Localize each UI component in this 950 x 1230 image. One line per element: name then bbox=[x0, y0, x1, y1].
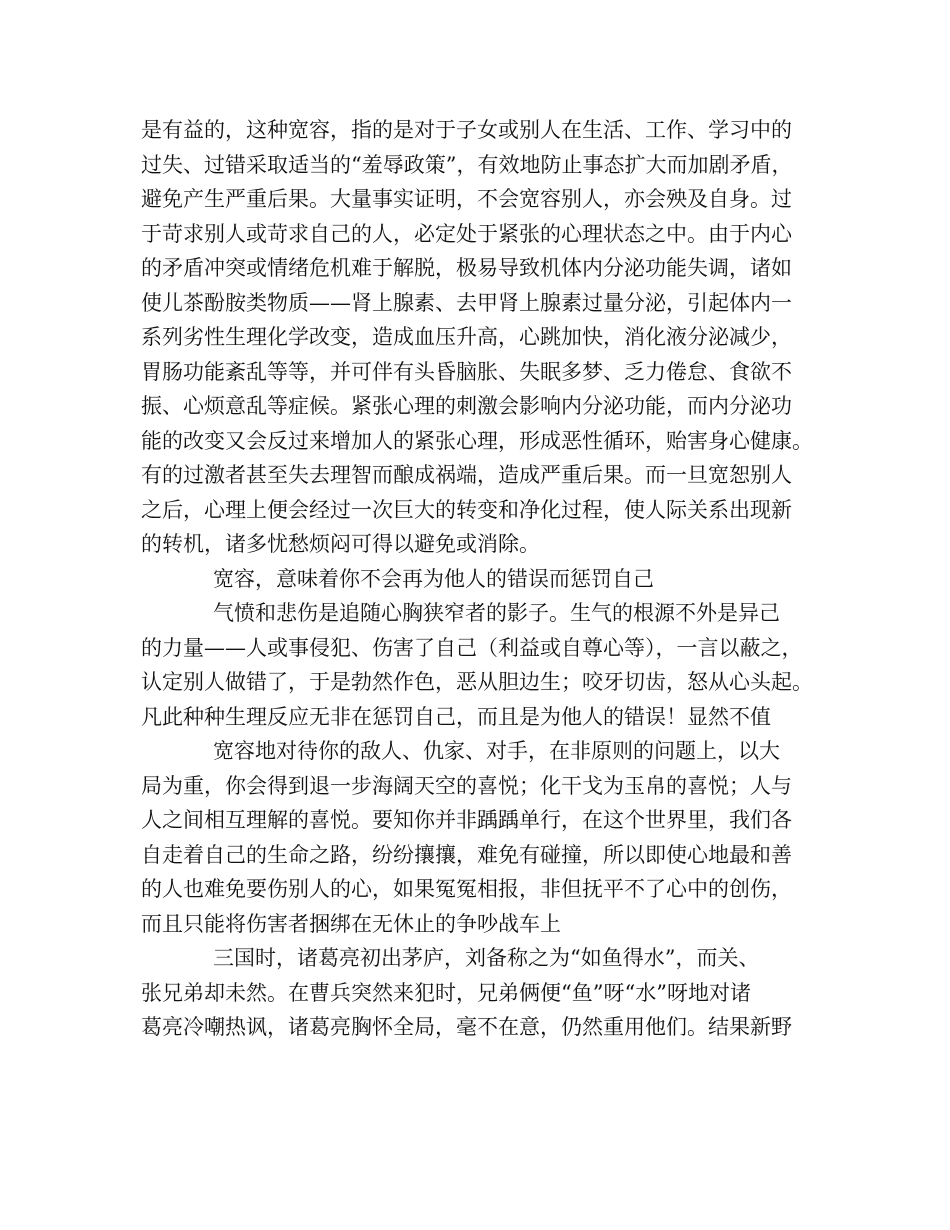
body-text bbox=[141, 113, 831, 1045]
text-line: 能的改变又会反过来增加人的紧张心理，形成恶性循环，贻害身心健康。 bbox=[141, 428, 813, 453]
paragraph-first-line: 宽容地对待你的敌人、仇家、对手，在非原则的问题上，以大 bbox=[213, 739, 780, 763]
text-line: 有的过激者甚至失去理智而酿成祸端，造成严重后果。而一旦宽恕别人 bbox=[141, 463, 792, 487]
text-line: 是有益的，这种宽容，指的是对于子女或别人在生活、工作、学习中的 bbox=[141, 118, 792, 142]
text-line: 张兄弟却未然。在曹兵突然来犯时，兄弟俩便“鱼”呀“水”呀地对诸 bbox=[141, 980, 751, 1005]
section-heading: 宽容，意味着你不会再为他人的错误而惩罚自己 bbox=[213, 566, 654, 591]
text-line: 使儿茶酚胺类物质——肾上腺素、去甲肾上腺素过量分泌，引起体内一 bbox=[141, 290, 792, 315]
text-line: 自走着自己的生命之路，纷纷攘攘，难免有碰撞，所以即使心地最和善 bbox=[141, 842, 792, 867]
text-line: 系列劣性生理化学改变，造成血压升高，心跳加快，消化液分泌减少， bbox=[141, 325, 792, 349]
text-line: 振、心烦意乱等症候。紧张心理的刺激会影响内分泌功能，而内分泌功 bbox=[141, 394, 792, 418]
text-line: 的转机，诸多忧愁烦闷可得以避免或消除。 bbox=[141, 532, 540, 556]
text-line: 人之间相互理解的喜悦。要知你并非踽踽单行，在这个世界里，我们各 bbox=[141, 808, 792, 832]
text-line: 认定别人做错了，于是勃然作色，恶从胆边生；咬牙切齿，怒从心头起。 bbox=[141, 670, 813, 694]
text-line: 过失、过错采取适当的“羞辱政策”，有效地防止事态扩大而加剧矛盾， bbox=[141, 152, 793, 177]
text-line: 于苛求别人或苛求自己的人，必定处于紧张的心理状态之中。由于内心 bbox=[141, 221, 792, 246]
text-line: 之后，心理上便会经过一次巨大的转变和净化过程，使人际关系出现新 bbox=[141, 497, 792, 522]
text-line: 局为重，你会得到退一步海阔天空的喜悦；化干戈为玉帛的喜悦；人与 bbox=[141, 773, 792, 798]
text-line: 的矛盾冲突或情绪危机难于解脱，极易导致机体内分泌功能失调，诸如 bbox=[141, 256, 792, 280]
text-line: 凡此种种生理反应无非在惩罚自己，而且是为他人的错误！显然不值 bbox=[141, 704, 771, 729]
text-line: 避免产生严重后果。大量事实证明，不会宽容别人，亦会殃及自身。过 bbox=[141, 187, 792, 211]
text-line: 而且只能将伤害者捆绑在无休止的争吵战车上 bbox=[141, 911, 561, 936]
text-line: 葛亮冷嘲热讽，诸葛亮胸怀全局，毫不在意，仍然重用他们。结果新野 bbox=[141, 1015, 792, 1039]
text-line: 的力量——人或事侵犯、伤害了自己（利益或自尊心等），一言以蔽之， bbox=[141, 635, 803, 660]
text-line: 的人也难免要伤别人的心，如果冤冤相报，非但抚平不了心中的创伤， bbox=[141, 877, 792, 901]
paragraph-first-line: 气愤和悲伤是追随心胸狭窄者的影子。生气的根源不外是异己 bbox=[213, 601, 780, 625]
paragraph-first-line: 三国时，诸葛亮初出茅庐，刘备称之为“如鱼得水”，而关、 bbox=[213, 946, 760, 970]
text-line: 胃肠功能紊乱等等，并可伴有头昏脑胀、失眠多梦、乏力倦怠、食欲不 bbox=[141, 359, 792, 384]
